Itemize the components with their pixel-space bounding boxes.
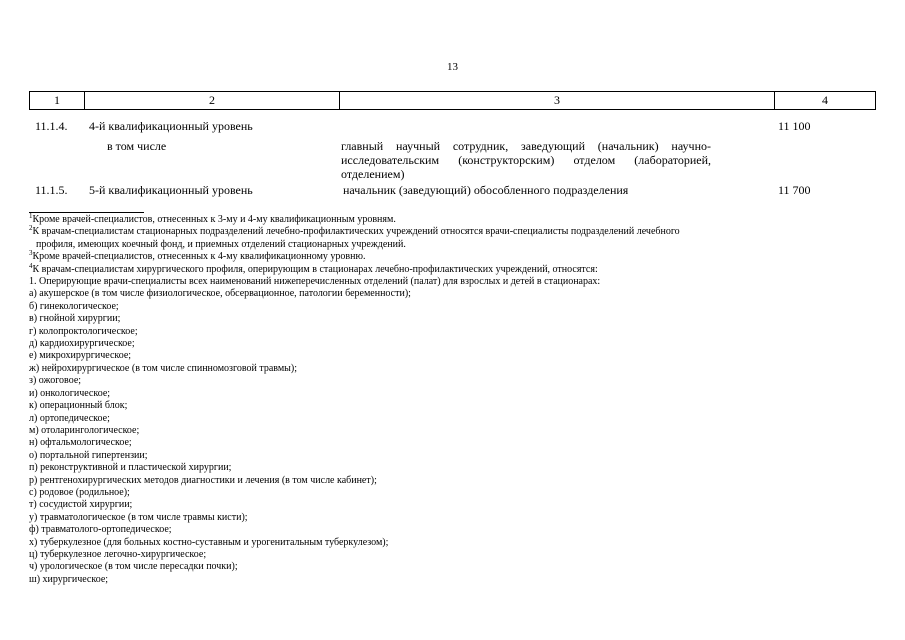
- footnote-mark: 4: [29, 261, 33, 270]
- list-item: ц) туберкулезное легочно-хирургическое;: [29, 548, 207, 560]
- list-item: н) офтальмологическое;: [29, 437, 132, 449]
- row-position: главный научный сотрудник, заведующий (начальник) научно-исследовательским (конструкторским) отделом (лабораторией, отделением): [341, 139, 711, 181]
- row-sub-label: в том числе: [107, 139, 167, 153]
- footnote-text: К врачам-специалистам стационарных подразделений лечебно-профилактических учреждений относятся врачи-специалисты подразделений лечебного: [32, 226, 680, 238]
- list-item: е) микрохирургическое;: [29, 350, 132, 362]
- page-number: 13: [447, 61, 458, 73]
- list-item: и) онкологическое;: [29, 387, 111, 399]
- row-value: 11 700: [778, 183, 811, 197]
- list-item: о) портальной гипертензии;: [29, 449, 148, 461]
- list-item: ч) урологическое (в том числе пересадки почки);: [29, 561, 238, 573]
- list-item: д) кардиохирургическое;: [29, 338, 135, 350]
- list-item: м) отоларингологическое;: [29, 424, 140, 436]
- list-item: к) операционный блок;: [29, 400, 128, 412]
- list-item: л) ортопедическое;: [29, 412, 110, 424]
- list-item: р) рентгенохирургических методов диагностики и лечения (в том числе кабинет);: [29, 474, 377, 486]
- footnote-mark: 2: [29, 224, 33, 233]
- footnotes: [29, 214, 879, 586]
- footnote-mark: 1: [29, 212, 33, 220]
- header-col-1: 1: [30, 92, 85, 110]
- row-level: 4-й квалификационный уровень: [89, 119, 253, 133]
- row-position: начальник (заведующий) обособленного подразделения: [343, 183, 629, 197]
- list-item: ж) нейрохирургическое (в том числе спинномозговой травмы);: [29, 362, 297, 374]
- row-level: 5-й квалификационный уровень: [89, 183, 253, 197]
- table-header: [29, 91, 876, 110]
- row-code: 11.1.5.: [35, 183, 68, 197]
- footnote-2-continuation: профиля, имеющих коечный фонд, и приемных отделений стационарных учреждений.: [36, 238, 406, 250]
- row-code: 11.1.4.: [35, 119, 68, 133]
- list-item: а) акушерское (в том числе физиологическое, обсервационное, патологии беременности);: [29, 288, 411, 300]
- footnote-mark: 3: [29, 249, 33, 258]
- list-item: ш) хирургическое;: [29, 573, 109, 585]
- footnote-text: К врачам-специалистам хирургического профиля, оперирующим в стационарах лечебно-профилактических учреждений, относятся:: [32, 263, 598, 275]
- list-item: п) реконструктивной и пластической хирургии;: [29, 462, 232, 474]
- department-list: [29, 288, 879, 586]
- list-item: ф) травматолого-ортопедическое;: [29, 524, 172, 536]
- footnote-1: [29, 214, 879, 226]
- list-item: б) гинекологическое;: [29, 300, 119, 312]
- footnote-3: [29, 251, 879, 263]
- header-col-3: 3: [340, 92, 775, 110]
- list-intro: 1. Оперирующие врачи-специалисты всех наименований нижеперечисленных отделений (палат) для взрослых и детей в стационарах:: [29, 276, 601, 288]
- list-item: т) сосудистой хирургии;: [29, 499, 133, 511]
- footnote-separator: [29, 212, 144, 213]
- footnote-4: [29, 261, 879, 276]
- header-col-4: 4: [775, 92, 876, 110]
- row-value: 11 100: [778, 119, 811, 133]
- list-item: х) туберкулезное (для больных костно-суставным и урогенитальным туберкулезом);: [29, 536, 389, 548]
- list-item: з) ожоговое;: [29, 375, 82, 387]
- list-item: с) родовое (родильное);: [29, 486, 130, 498]
- list-item: у) травматологическое (в том числе травмы кисти);: [29, 511, 248, 523]
- list-item: г) колопроктологическое;: [29, 325, 138, 337]
- list-item: в) гнойной хирургии;: [29, 313, 121, 325]
- footnote-2: [29, 226, 879, 238]
- footnote-text: Кроме врачей-специалистов, отнесенных к 3-му и 4-му квалификационным уровням.: [32, 214, 396, 225]
- header-col-2: 2: [85, 92, 340, 110]
- footnote-text: Кроме врачей-специалистов, отнесенных к 4-му квалификационному уровню.: [32, 251, 366, 263]
